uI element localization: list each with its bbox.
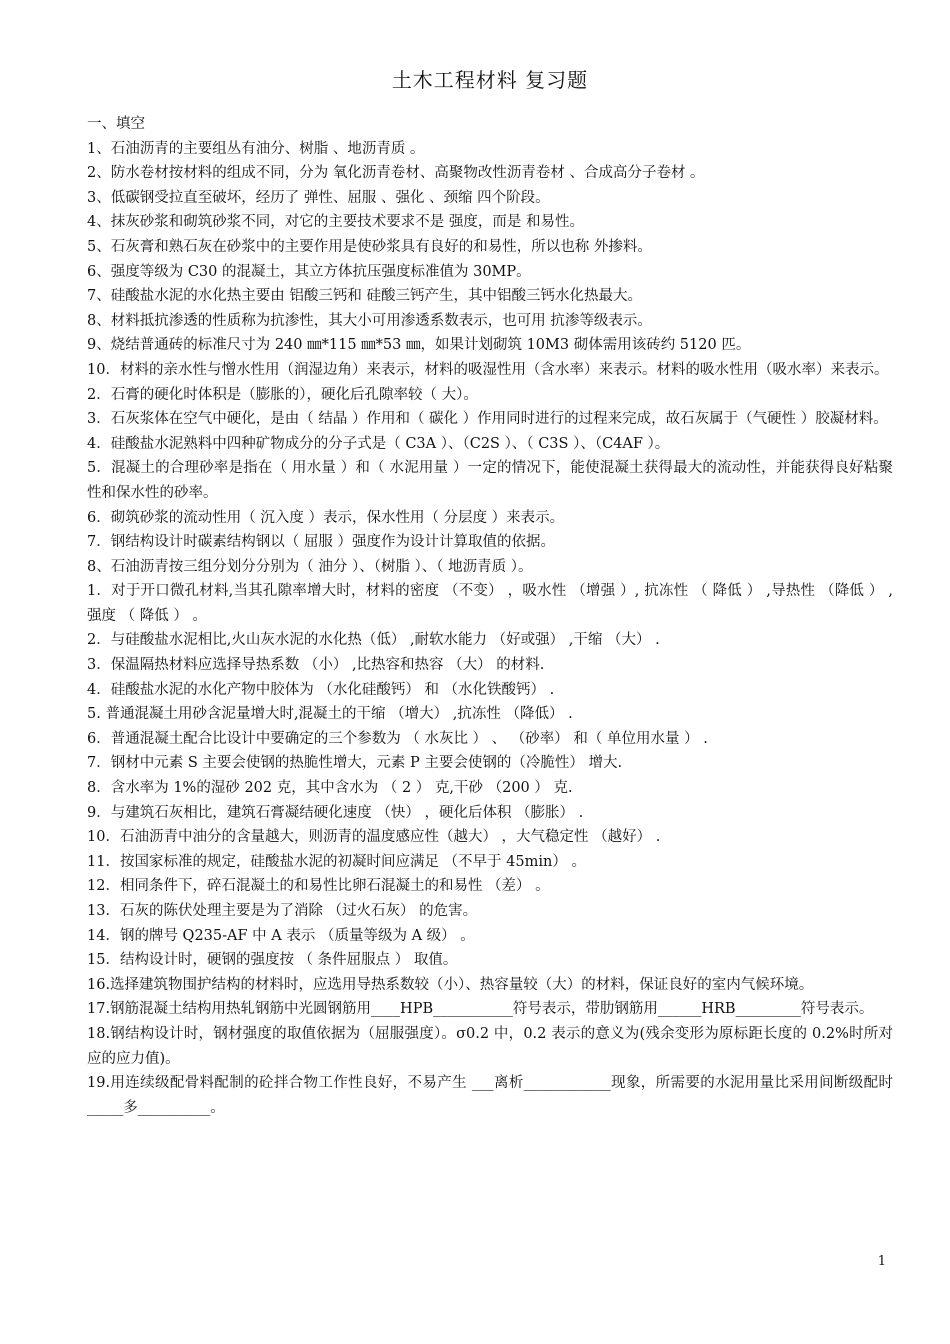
text-line: 18.钢结构设计时，钢材强度的取值依据为（屈服强度）。σ0.2 中，0.2 表示的意义为(残余变形为原标距长度的 0.2%时所对应的应力值)。: [87, 1025, 893, 1067]
text-line: 16.选择建筑物围护结构的材料时，应选用导热系数较（小）、热容量较（大）的材料，保证良好的室内气候环境。: [87, 976, 814, 993]
text-line: 6．普通混凝土配合比设计中要确定的三个参数为 （ 水灰比 ） 、 （砂率） 和（ 单位用水量 ） .: [87, 730, 708, 747]
text-line: 9、烧结普通砖的标准尺寸为 240 ㎜*115 ㎜*53 ㎜，如果计划砌筑 10M3 砌体需用该砖约 5120 匹。: [87, 337, 751, 354]
text-line: 19.用连续级配骨料配制的砼拌合物工作性良好，不易产生 ___离析____________现象，所需要的水泥用量比采用间断级配时_____多__________。: [87, 1075, 893, 1116]
text-line: 10．材料的亲水性与憎水性用（润湿边角）来表示，材料的吸湿性用（含水率）来表示。材料的吸水性用（吸水率）来表示。: [87, 361, 889, 378]
text-line: 8、材料抵抗渗透的性质称为抗渗性，其大小可用渗透系数表示，也可用 抗渗等级表示。: [87, 312, 652, 329]
text-line: 7．钢结构设计时碳素结构钢以（ 屈服 ）强度作为设计计算取值的依据。: [87, 534, 555, 551]
text-line: 6、强度等级为 C30 的混凝土，其立方体抗压强度标准值为 30MP。: [87, 263, 531, 280]
text-line: 9．与建筑石灰相比，建筑石膏凝结硬化速度 （快） ，硬化后体积 （膨胀） .: [87, 804, 584, 821]
text-line: 4、抹灰砂浆和砌筑砂浆不同，对它的主要技术要求不是 强度，而是 和易性。: [87, 214, 584, 231]
text-line: 12．相同条件下，碎石混凝土的和易性比卵石混凝土的和易性 （差） 。: [87, 878, 550, 895]
text-line: 11．按国家标准的规定，硅酸盐水泥的初凝时间应满足 （不早于 45min） 。: [87, 853, 586, 870]
text-line: 2、防水卷材按材料的组成不同，分为 氧化沥青卷材、高聚物改性沥青卷材 、合成高分子卷材 。: [87, 165, 705, 182]
document-page: [87, 66, 893, 1120]
text-line: 7、硅酸盐水泥的水化热主要由 铝酸三钙和 硅酸三钙产生，其中铝酸三钙水化热最大。: [87, 288, 642, 305]
text-line: 5、石灰膏和熟石灰在砂浆中的主要作用是使砂浆具有良好的和易性，所以也称 外掺料。: [87, 238, 652, 255]
question-list: [87, 112, 893, 1120]
text-line: 5. 普通混凝土用砂含泥量增大时,混凝土的干缩 （增大） ,抗冻性 （降低） .: [87, 706, 573, 723]
text-line: 1、石油沥青的主要组丛有油分、树脂 、地沥青质 。: [87, 140, 425, 157]
text-line: 4．硅酸盐水泥熟料中四种矿物成分的分子式是（ C3A ）、（C2S ）、（ C3S ）、（C4AF ）。: [87, 435, 670, 452]
text-line: 一、填空: [87, 116, 145, 132]
text-line: 15．结构设计时，硬钢的强度按 （ 条件屈服点 ） 取值。: [87, 952, 458, 969]
page-title: 土木工程材料 复习题: [391, 68, 589, 92]
text-line: 3、低碳钢受拉直至破坏，经历了 弹性、屈服 、强化 、颈缩 四个阶段。: [87, 189, 550, 206]
text-line: 7．钢材中元素 S 主要会使钢的热脆性增大，元素 P 主要会使钢的（冷脆性） 增大.: [87, 755, 623, 772]
text-line: 2．与硅酸盐水泥相比,火山灰水泥的水化热（低） ,耐软水能力 （好或强） ,干缩 （大） .: [87, 632, 660, 649]
text-line: 17.钢筋混凝土结构用热轧钢筋中光圆钢筋用____HPB___________符号表示，带肋钢筋用______HRB_________符号表示。: [87, 1001, 874, 1018]
text-line: 1．对于开口微孔材料,当其孔隙率增大时，材料的密度 （不变） ，吸水性 （增强 ）, 抗冻性 （ 降低 ） ,导热性 （降低 ） ,强度 （ 降低 ） 。: [87, 583, 893, 624]
text-line: 10．石油沥青中油分的含量越大，则沥青的温度感应性（越大） ，大气稳定性 （越好） .: [87, 829, 661, 846]
text-line: 8、石油沥青按三组分划分分别为（ 油分 ）、（树脂 ）、（ 地沥青质 ）。: [87, 558, 533, 575]
text-line: 3．石灰浆体在空气中硬化，是由（ 结晶 ）作用和（ 碳化 ）作用同时进行的过程来完成，故石灰属于（气硬性 ）胶凝材料。: [87, 411, 888, 428]
text-line: 8．含水率为 1%的湿砂 202 克，其中含水为 （ 2 ） 克,干砂 （200 ） 克.: [87, 780, 573, 797]
page-number: 1: [877, 1254, 886, 1269]
text-line: 3．保温隔热材料应选择导热系数 （小） ,比热容和热容 （大） 的材料.: [87, 657, 545, 674]
text-line: 13．石灰的陈伏处理主要是为了消除 （过火石灰） 的危害。: [87, 903, 478, 919]
text-line: 4．硅酸盐水泥的水化产物中胶体为 （水化硅酸钙） 和 （水化铁酸钙） .: [87, 681, 555, 698]
text-line: 5．混凝土的合理砂率是指在（ 用水量 ）和（ 水泥用量 ）一定的情况下，能使混凝土获得最大的流动性，并能获得良好粘聚性和保水性的砂率。: [87, 460, 893, 501]
text-line: 2．石膏的硬化时体积是（膨胀的），硬化后孔隙率较（ 大）。: [87, 386, 478, 403]
text-line: 6．砌筑砂浆的流动性用（ 沉入度 ）表示，保水性用（ 分层度 ）来表示。: [87, 509, 565, 526]
text-line: 14．钢的牌号 Q235-AF 中 A 表示 （质量等级为 A 级） 。: [87, 927, 475, 944]
